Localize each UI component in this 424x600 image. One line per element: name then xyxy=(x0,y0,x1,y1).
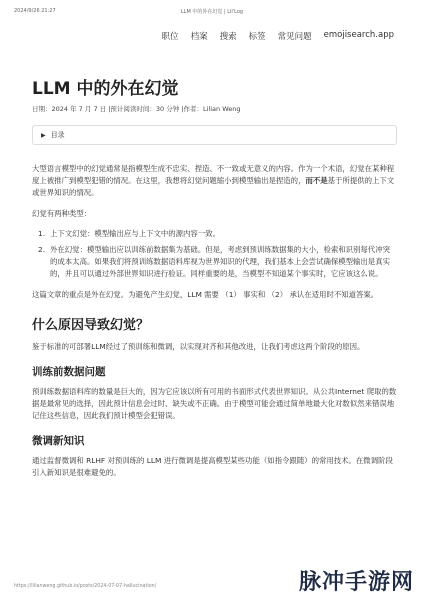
browser-print-header xyxy=(0,0,424,22)
focus-paragraph: 这篇文章的重点是外在幻觉。为避免产生幻觉，LLM 需要 （1） 事实和 （2） 承认在适用时不知道答案。 xyxy=(32,290,379,299)
print-footer-url: https://lilianweng.github.io/posts/2024-07-07-hallucination/ xyxy=(14,584,157,589)
causes-paragraph: 鉴于标准的可部署LLM经过了预训练和微调，以实现对齐和其他改进，让我们考虑这两个阶段的原因。 xyxy=(32,342,365,351)
finetune-paragraph: 通过监督微调和 RLHF 对预训练的 LLM 进行微调是提高模型某些功能（如指令跟随）的常用技术。在微调阶段引入新知识是很难避免的。 xyxy=(32,456,393,477)
watermark-logo: 脉冲手游网 xyxy=(298,569,414,595)
print-timestamp: 2024/9/26 21:27 xyxy=(14,8,56,14)
article xyxy=(32,78,397,479)
list-number: 1. xyxy=(38,229,46,238)
intro-paragraph xyxy=(32,163,397,199)
top-nav xyxy=(162,30,394,42)
types-intro: 幻觉有两种类型： xyxy=(32,209,92,218)
nav-item-faq[interactable]: 常见问题 xyxy=(277,32,312,42)
nav-item-search[interactable]: 搜索 xyxy=(219,32,237,42)
nav-item-tags[interactable]: 标签 xyxy=(248,32,266,42)
list-item xyxy=(32,244,397,280)
nav-item-emojisearch[interactable]: emojisearch.app xyxy=(323,30,394,40)
intro-bold-text: 而不是 xyxy=(305,176,328,185)
list-text: 外在幻觉：模型输出应以训练前数据集为基础。但是，考虑到预训练数据集的大小，检索和识别每代冲突的成本太高。如果我们将预训练数据语料库视为世界知识的代理，我们基本上会尝试确保模型输出是真实的，并且可以通过外部世界知识进行验证。同样重要的是，当模型不知道某个事实时，它应该这么说。 xyxy=(50,245,390,278)
intro-text-end: 基于所提供的上下文或世界知识的情况。 xyxy=(32,176,395,197)
section-heading-causes: 什么原因导致幻觉？ xyxy=(32,318,150,333)
subheading-pretrain-data: 训练前数据问题 xyxy=(32,366,106,378)
triangle-right-icon: ▶ xyxy=(41,131,46,139)
article-title: LLM 中的外在幻觉 xyxy=(32,79,179,99)
hallucination-types-list xyxy=(32,228,397,280)
subheading-finetune: 微调新知识 xyxy=(32,435,85,447)
article-meta: 日期：2024 年 7 月 7 日 |预计阅读时间：30 分钟 |作者：Lilian Weng xyxy=(32,105,241,113)
list-number: 2. xyxy=(38,245,46,254)
nav-item-archive[interactable]: 档案 xyxy=(190,32,208,42)
print-doc-title: LLM 中的外在幻觉 | Lil'Log xyxy=(180,9,244,15)
pretrain-paragraph: 预训练数据语料库的数量是巨大的，因为它应该以所有可用的书面形式代表世界知识。从公共Internet 爬取的数据是最常见的选择，因此预计信息会过时、缺失或不正确。由于模型可能会通过简单地最大化对数似然来错误地记住这些信息，因此我们预计模型会犯错误。 xyxy=(32,387,397,420)
nav-item-jobs[interactable]: 职位 xyxy=(161,32,179,42)
toc-toggle[interactable] xyxy=(32,125,397,145)
toc-label: 目录 xyxy=(50,131,65,139)
list-item xyxy=(32,228,397,240)
intro-text: 大型语言模型中的幻觉通常是指模型生成不忠实、捏造、不一致或无意义的内容。作为一个术语，幻觉在某种程度上被推广到模型犯错的情况。在这里，我想将幻觉问题缩小到模型输出是捏造的， xyxy=(32,164,395,185)
list-text: 上下文幻觉：模型输出应与上下文中的源内容一致。 xyxy=(50,229,220,238)
